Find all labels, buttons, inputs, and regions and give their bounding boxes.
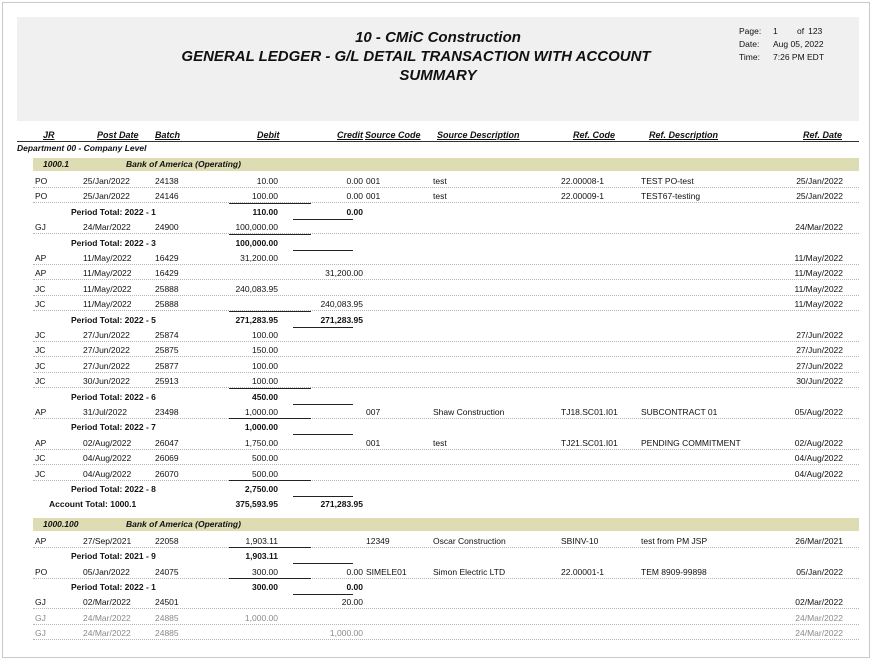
cell-ref-date: 04/Aug/2022 <box>794 468 843 479</box>
cell-ref-code: 22.00001-1 <box>561 566 605 577</box>
total-underline-debit <box>229 480 311 481</box>
account-header <box>33 518 859 531</box>
cell-ref-date: 27/Jun/2022 <box>796 330 843 340</box>
cell-jr: JC <box>35 299 46 310</box>
page-of-label: of <box>797 26 805 36</box>
cell-ref-date: 25/Jan/2022 <box>796 191 843 202</box>
cell-ref-date: 04/Aug/2022 <box>794 453 843 464</box>
cell-batch: 16429 <box>155 253 179 263</box>
table-row <box>33 281 859 296</box>
cell-credit: 0.00 <box>346 176 363 186</box>
cell-source-code: 12349 <box>366 535 390 546</box>
cell-debit: 100.00 <box>252 330 278 340</box>
cell-post-date: 25/Jan/2022 <box>83 176 130 186</box>
page-label: Page: <box>739 26 762 36</box>
cell-ref-date: 25/Jan/2022 <box>796 176 843 186</box>
table-row <box>33 250 859 265</box>
cell-source-code: 001 <box>366 176 381 186</box>
table-row <box>33 481 859 496</box>
period-total-label: Period Total: 2022 - 8 <box>71 484 156 494</box>
report-page <box>2 2 870 658</box>
col-source-description: Source Description <box>437 130 520 140</box>
cell-ref-description: TEST PO-test <box>641 176 694 186</box>
cell-batch: 26069 <box>155 453 179 464</box>
cell-credit: 0.00 <box>346 566 363 577</box>
account-code: 1000.100 <box>43 518 79 529</box>
table-row <box>33 327 859 342</box>
cell-debit: 1,000.00 <box>244 407 278 417</box>
total-underline-debit <box>229 203 311 204</box>
cell-post-date: 11/May/2022 <box>83 283 132 294</box>
cell-credit: 0.00 <box>346 582 363 592</box>
table-row <box>33 173 859 188</box>
cell-credit: 271,283.95 <box>320 314 363 325</box>
cell-source-code: 001 <box>366 191 381 202</box>
cell-source-code: 001 <box>366 437 381 448</box>
cell-batch: 25913 <box>155 376 179 387</box>
cell-batch: 24885 <box>155 612 179 623</box>
cell-debit: 2,750.00 <box>244 484 278 494</box>
cell-ref-description: test from PM JSP <box>641 535 708 546</box>
cell-ref-description: TEST67-testing <box>641 191 701 202</box>
cell-source-code: SIMELE01 <box>366 566 407 577</box>
cell-jr: JC <box>35 360 46 371</box>
cell-debit: 1,000.00 <box>244 612 278 623</box>
total-underline-debit <box>229 418 311 419</box>
col-post-date: Post Date <box>97 130 139 140</box>
cell-ref-date: 24/Mar/2022 <box>795 612 843 623</box>
table-row <box>33 373 859 388</box>
table-row <box>33 564 859 579</box>
table-row <box>33 548 859 563</box>
cell-post-date: 11/May/2022 <box>83 299 132 310</box>
cell-ref-date: 02/Aug/2022 <box>794 437 843 448</box>
cell-jr: PO <box>35 191 48 202</box>
cell-batch: 24075 <box>155 566 179 577</box>
cell-batch: 25888 <box>155 283 179 294</box>
page-number: 1 <box>773 26 778 36</box>
table-row <box>33 188 859 203</box>
cell-debit: 100,000.00 <box>235 237 278 248</box>
cell-ref-date: 11/May/2022 <box>794 299 843 310</box>
cell-ref-date: 11/May/2022 <box>794 253 843 263</box>
total-underline-debit <box>229 388 311 389</box>
report-title-line1: GENERAL LEDGER - G/L DETAIL TRANSACTION WITH ACCOUNT <box>181 48 651 65</box>
cell-jr: AP <box>35 437 47 448</box>
cell-debit: 240,083.95 <box>235 283 278 294</box>
cell-jr: PO <box>35 176 48 186</box>
cell-debit: 500.00 <box>252 453 278 464</box>
cell-debit: 1,000.00 <box>244 422 278 433</box>
cell-batch: 24885 <box>155 628 179 639</box>
cell-debit: 375,593.95 <box>235 499 278 510</box>
table-row <box>33 625 859 640</box>
cell-jr: GJ <box>35 597 46 608</box>
cell-ref-date: 02/Mar/2022 <box>795 597 843 608</box>
page-total: 123 <box>808 26 823 36</box>
cell-debit: 1,903.11 <box>245 551 278 562</box>
table-row <box>33 594 859 609</box>
table-row <box>33 358 859 373</box>
cell-post-date: 27/Jun/2022 <box>83 330 130 340</box>
total-underline-debit <box>229 234 311 235</box>
cell-debit: 271,283.95 <box>235 314 278 325</box>
cell-ref-date: 30/Jun/2022 <box>796 376 843 387</box>
company-title: 10 - CMiC Construction <box>355 29 521 46</box>
cell-source-description: test <box>433 176 447 186</box>
cell-source-description: test <box>433 191 447 202</box>
table-row <box>33 450 859 465</box>
total-underline-debit <box>229 578 311 579</box>
table-row <box>33 579 859 594</box>
date-label: Date: <box>739 39 760 49</box>
cell-batch: 25888 <box>155 299 179 310</box>
department-label: Department 00 - Company Level <box>17 143 147 153</box>
report-title-line2: SUMMARY <box>399 67 477 84</box>
cell-jr: AP <box>35 268 47 279</box>
cell-batch: 25875 <box>155 345 179 356</box>
table-row <box>33 265 859 280</box>
cell-ref-code: SBINV-10 <box>561 535 599 546</box>
account-header <box>33 158 859 171</box>
cell-debit: 1,903.11 <box>245 535 278 546</box>
table-row <box>33 496 859 511</box>
table-row <box>33 296 859 311</box>
cell-post-date: 05/Jan/2022 <box>83 566 130 577</box>
cell-ref-description: TEM 8909-99898 <box>641 566 707 577</box>
cell-jr: GJ <box>35 612 46 623</box>
cell-batch: 22058 <box>155 535 179 546</box>
table-row <box>33 435 859 450</box>
cell-debit: 300.00 <box>252 566 278 577</box>
cell-ref-date: 24/Mar/2022 <box>795 222 843 233</box>
cell-debit: 100.00 <box>252 376 278 387</box>
cell-ref-date: 24/Mar/2022 <box>795 628 843 639</box>
period-total-label: Period Total: 2022 - 1 <box>71 582 156 592</box>
time-value: 7:26 PM EDT <box>773 52 825 62</box>
cell-ref-date: 05/Aug/2022 <box>794 407 843 417</box>
cell-ref-date: 26/Mar/2021 <box>795 535 843 546</box>
cell-credit: 240,083.95 <box>320 299 363 310</box>
cell-post-date: 24/Mar/2022 <box>83 628 131 639</box>
cell-ref-code: TJ21.SC01.I01 <box>561 437 618 448</box>
cell-jr: PO <box>35 566 48 577</box>
report-meta <box>739 25 870 64</box>
cell-batch: 24138 <box>155 176 179 186</box>
cell-jr: JC <box>35 453 46 464</box>
cell-post-date: 27/Jun/2022 <box>83 360 130 371</box>
cell-ref-description: SUBCONTRACT 01 <box>641 407 718 417</box>
cell-ref-date: 27/Jun/2022 <box>796 345 843 356</box>
cell-post-date: 24/Mar/2022 <box>83 612 131 623</box>
cell-credit: 20.00 <box>341 597 363 608</box>
cell-jr: GJ <box>35 222 46 233</box>
cell-ref-date: 05/Jan/2022 <box>796 566 843 577</box>
period-total-label: Period Total: 2022 - 7 <box>71 422 156 433</box>
cell-credit: 1,000.00 <box>329 628 363 639</box>
table-row <box>33 312 859 327</box>
cell-ref-description: PENDING COMMITMENT <box>641 437 741 448</box>
cell-debit: 500.00 <box>252 468 278 479</box>
cell-debit: 1,750.00 <box>244 437 278 448</box>
col-jr: JR <box>43 130 55 140</box>
cell-post-date: 11/May/2022 <box>83 268 132 279</box>
cell-ref-date: 11/May/2022 <box>794 283 843 294</box>
cell-ref-code: 22.00009-1 <box>561 191 605 202</box>
cell-jr: JC <box>35 376 46 387</box>
cell-jr: JC <box>35 345 46 356</box>
period-total-label: Period Total: 2022 - 5 <box>71 314 156 325</box>
total-underline-debit <box>229 311 311 312</box>
col-debit: Debit <box>257 130 280 140</box>
col-ref-date: Ref. Date <box>803 130 843 140</box>
cell-batch: 24501 <box>155 597 179 608</box>
cell-credit: 31,200.00 <box>325 268 363 279</box>
cell-ref-code: TJ18.SC01.I01 <box>561 407 618 417</box>
table-row <box>33 610 859 625</box>
period-total-label: Period Total: 2022 - 6 <box>71 391 156 402</box>
account-name: Bank of America (Operating) <box>126 159 241 169</box>
cell-ref-date: 11/May/2022 <box>794 268 843 279</box>
table-row <box>33 389 859 404</box>
cell-post-date: 02/Mar/2022 <box>83 597 131 608</box>
cell-jr: JC <box>35 468 46 479</box>
cell-debit: 110.00 <box>252 206 278 217</box>
date-value: Aug 05, 2022 <box>773 39 824 49</box>
col-batch: Batch <box>155 130 181 140</box>
cell-batch: 25877 <box>155 360 179 371</box>
cell-jr: GJ <box>35 628 46 639</box>
table-row <box>33 533 859 548</box>
account-code: 1000.1 <box>43 159 69 169</box>
table-row <box>33 342 859 357</box>
cell-source-description: Simon Electric LTD <box>433 566 506 577</box>
cell-post-date: 04/Aug/2022 <box>83 453 132 464</box>
table-row <box>33 235 859 250</box>
table-row <box>33 219 859 234</box>
cell-post-date: 11/May/2022 <box>83 253 132 263</box>
table-row <box>33 204 859 219</box>
cell-post-date: 27/Sep/2021 <box>83 535 132 546</box>
cell-batch: 26070 <box>155 468 179 479</box>
cell-debit: 31,200.00 <box>240 253 278 263</box>
cell-debit: 100.00 <box>252 191 278 202</box>
cell-post-date: 31/Jul/2022 <box>83 407 127 417</box>
account-name: Bank of America (Operating) <box>126 518 241 529</box>
table-row <box>33 404 859 419</box>
period-total-label: Period Total: 2022 - 1 <box>71 206 156 217</box>
cell-debit: 150.00 <box>252 345 278 356</box>
table-row <box>33 466 859 481</box>
account-total-label: Account Total: 1000.1 <box>49 499 137 510</box>
cell-post-date: 30/Jun/2022 <box>83 376 130 387</box>
cell-post-date: 25/Jan/2022 <box>83 191 130 202</box>
cell-batch: 26047 <box>155 437 179 448</box>
cell-jr: AP <box>35 407 47 417</box>
cell-credit: 0.00 <box>346 206 363 217</box>
cell-debit: 100.00 <box>252 360 278 371</box>
cell-post-date: 24/Mar/2022 <box>83 222 131 233</box>
cell-batch: 24146 <box>155 191 179 202</box>
cell-credit: 271,283.95 <box>320 499 363 510</box>
cell-jr: JC <box>35 283 46 294</box>
cell-source-description: test <box>433 437 447 448</box>
column-header-row <box>17 129 859 142</box>
cell-batch: 16429 <box>155 268 179 279</box>
cell-source-description: Shaw Construction <box>433 407 505 417</box>
cell-post-date: 04/Aug/2022 <box>83 468 132 479</box>
period-total-label: Period Total: 2021 - 9 <box>71 551 156 562</box>
col-ref-description: Ref. Description <box>649 130 719 140</box>
cell-source-code: 007 <box>366 407 381 417</box>
cell-ref-date: 27/Jun/2022 <box>796 360 843 371</box>
cell-post-date: 02/Aug/2022 <box>83 437 132 448</box>
time-label: Time: <box>739 52 760 62</box>
cell-debit: 450.00 <box>252 391 278 402</box>
cell-debit: 100,000.00 <box>235 222 278 233</box>
cell-batch: 23498 <box>155 407 179 417</box>
period-total-label: Period Total: 2022 - 3 <box>71 237 156 248</box>
table-row <box>33 419 859 434</box>
cell-credit: 0.00 <box>346 191 363 202</box>
cell-debit: 10.00 <box>256 176 278 186</box>
cell-batch: 25874 <box>155 330 179 340</box>
report-header <box>17 17 859 121</box>
cell-source-description: Oscar Construction <box>433 535 506 546</box>
cell-batch: 24900 <box>155 222 179 233</box>
cell-jr: AP <box>35 253 47 263</box>
cell-debit: 300.00 <box>252 582 278 592</box>
cell-jr: AP <box>35 535 47 546</box>
total-underline-debit <box>229 547 311 548</box>
cell-jr: JC <box>35 330 46 340</box>
col-credit: Credit <box>337 130 364 140</box>
cell-post-date: 27/Jun/2022 <box>83 345 130 356</box>
col-ref-code: Ref. Code <box>573 130 616 140</box>
col-source-code: Source Code <box>365 130 421 140</box>
cell-ref-code: 22.00008-1 <box>561 176 605 186</box>
